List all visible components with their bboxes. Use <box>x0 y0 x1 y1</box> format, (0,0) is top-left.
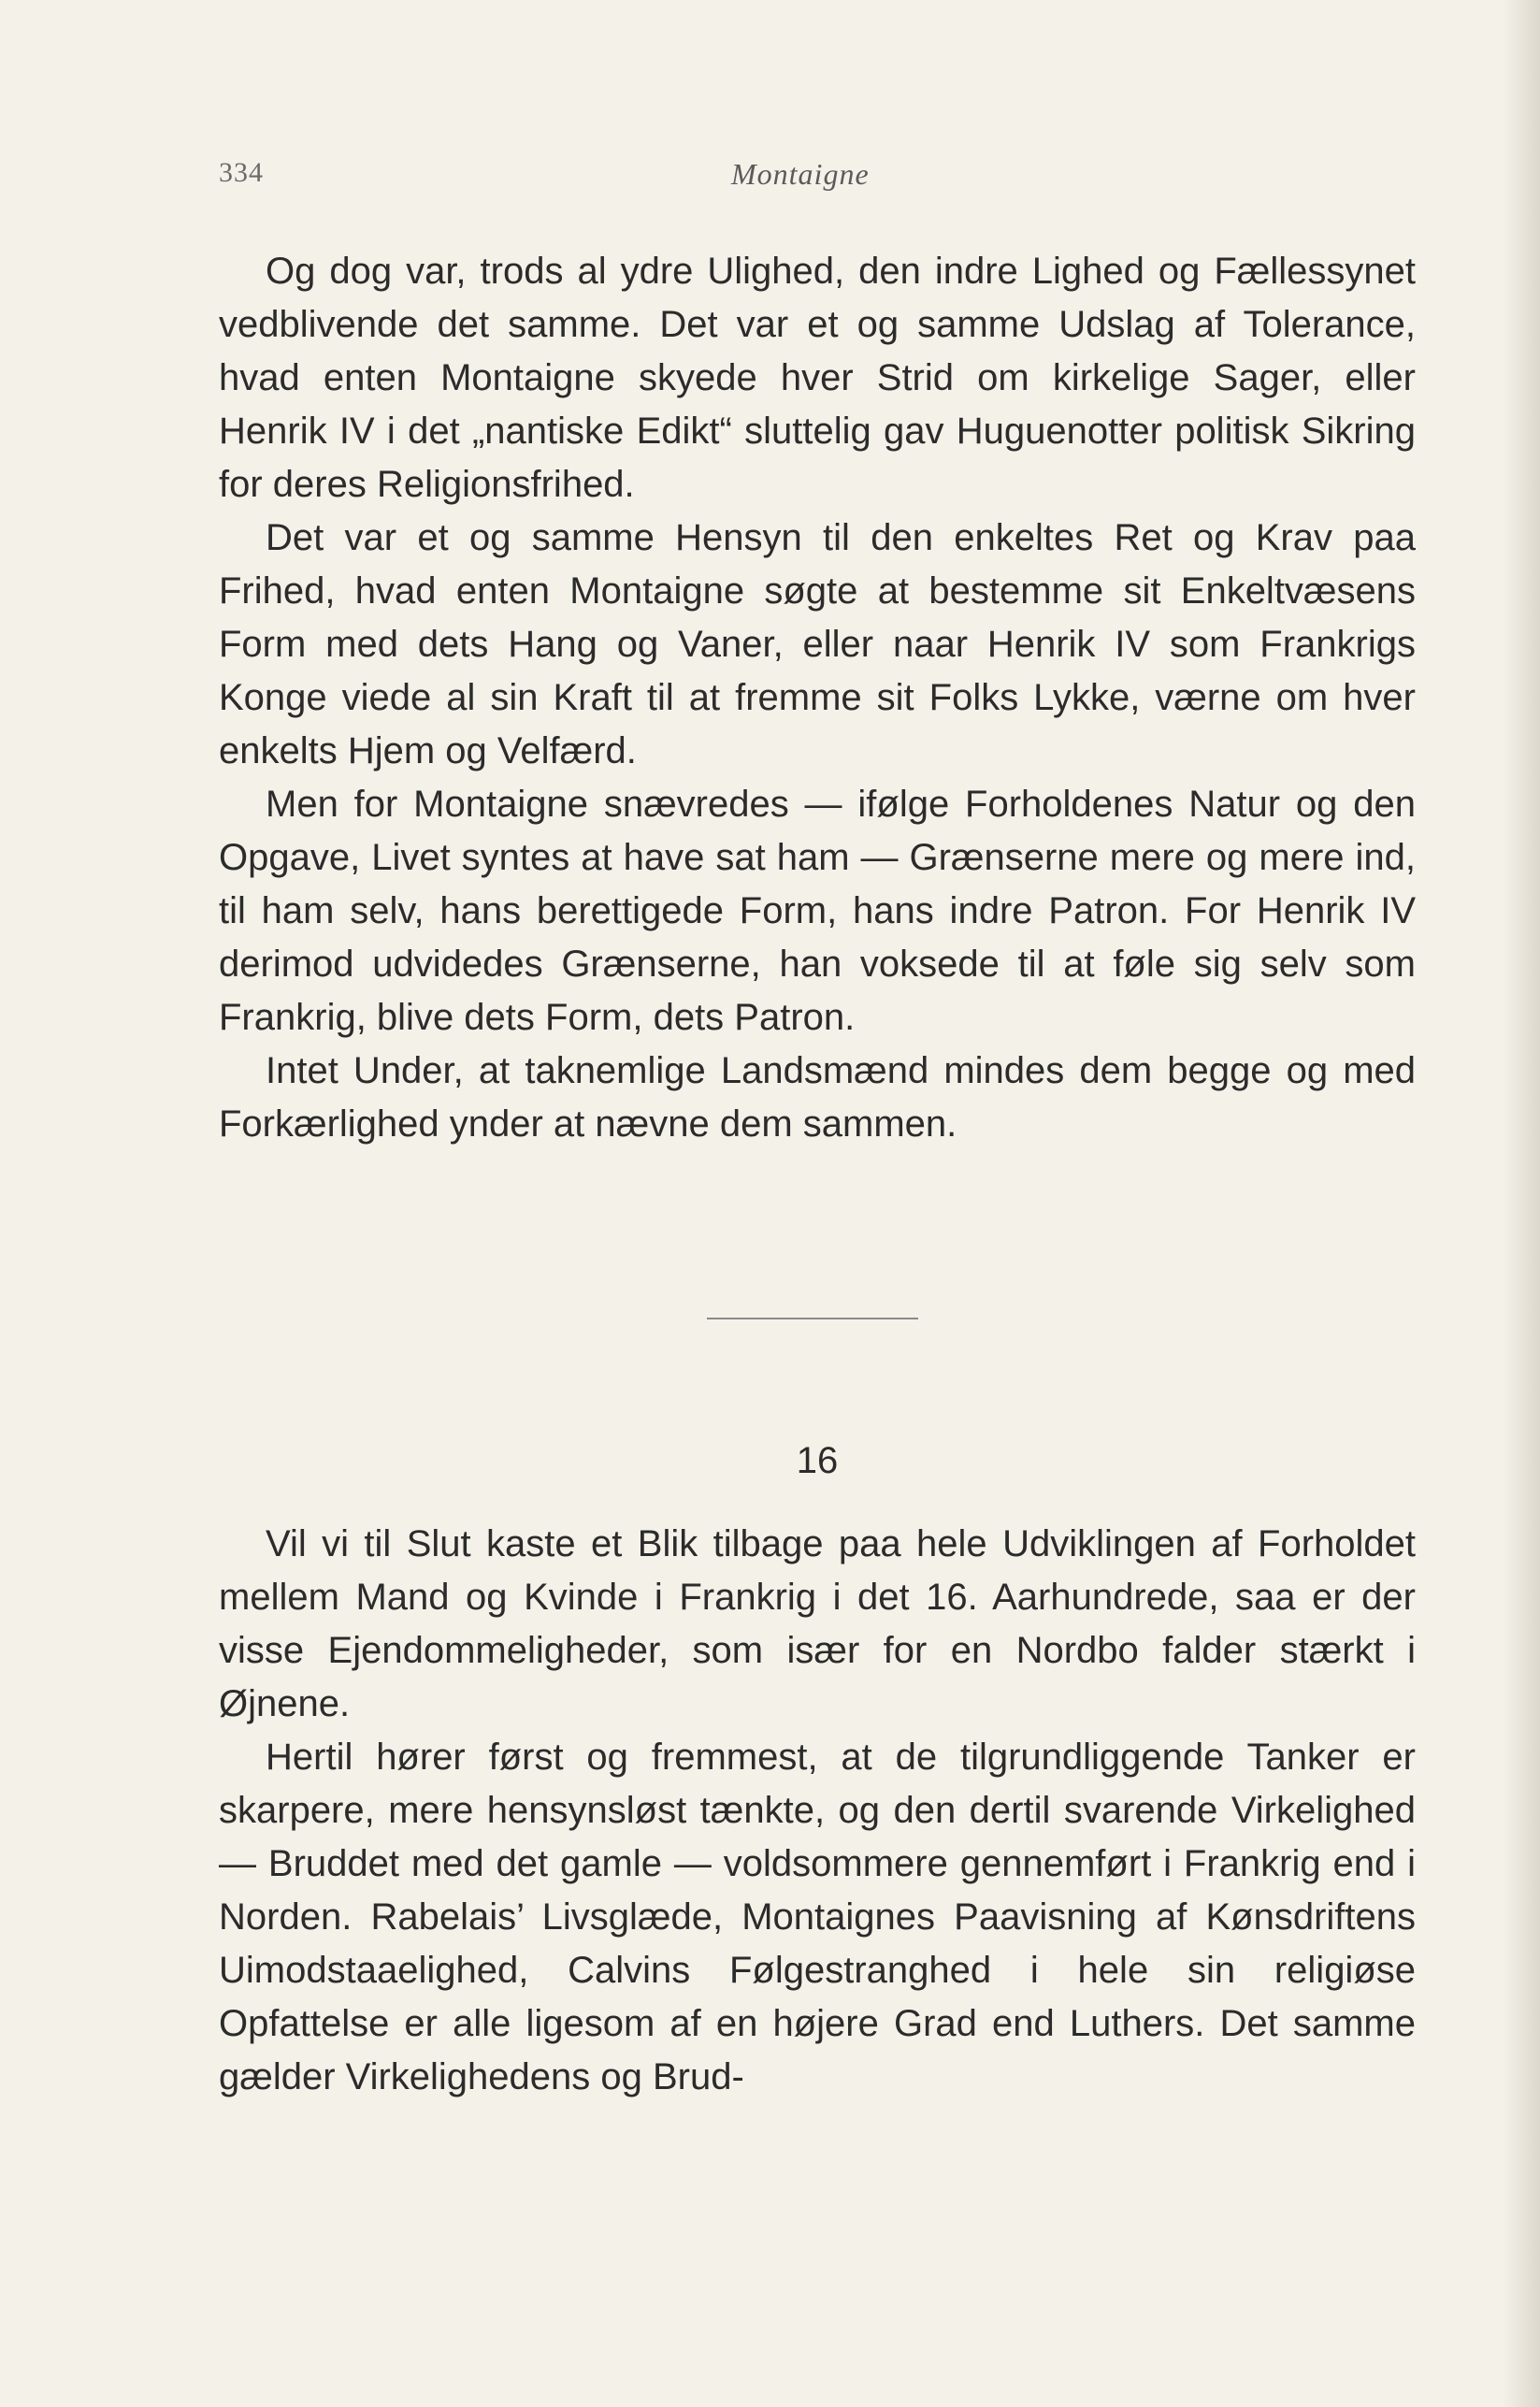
paragraph: Vil vi til Slut kaste et Blik tilbage paa hele Udviklingen af Forholdet mellem Mand og Kvinde i Frankrig i det 16. Aarhundrede, saa er der visse Ejendommeligheder, som især for en Nordbo falder stærkt i Øjnene. <box>219 1523 1416 1724</box>
section-number: 16 <box>796 1440 839 1481</box>
section-two-text <box>219 1518 1416 2104</box>
running-head <box>219 157 1416 195</box>
paragraph: Hertil hører først og fremmest, at de tilgrundliggende Tanker er skarpere, mere hensynsløst tænkte, og den dertil svarende Virkelighed — Bruddet med det gamle — voldsommere gennemført i Frankrig end i Norden. Rabelais’ Livsglæde, Montaignes Paavisning af Kønsdriftens Uimodstaaelighed, Calvins Følgestranghed i hele sin religiøse Opfattelse er alle ligesom af en højere Grad end Luthers. Det samme gælder Virkelighedens og Brud- <box>219 1737 1416 2097</box>
page-edge-shadow <box>1503 0 1540 2407</box>
running-title: Montaigne <box>731 157 870 191</box>
paragraph: Intet Under, at taknemlige Landsmænd mindes dem begge og med Forkærlighed ynder at nævne dem sammen. <box>219 1050 1416 1145</box>
section-one-text <box>219 245 1416 1151</box>
page-number: 334 <box>219 157 264 188</box>
section-divider <box>707 1318 918 1319</box>
paragraph: Og dog var, trods al ydre Ulighed, den indre Lighed og Fællessynet vedblivende det samme. Det var et og samme Udslag af Tolerance, hvad enten Montaigne skyede hver Strid om kirkelige Sager, eller Henrik IV i det „nantiske Edikt“ sluttelig gav Huguenotter politisk Sikring for deres Religionsfrihed. <box>219 251 1416 505</box>
paragraph: Men for Montaigne snævredes — ifølge Forholdenes Natur og den Opgave, Livet syntes at have sat ham — Grænserne mere og mere ind, til ham selv, hans berettigede Form, hans indre Patron. For Henrik IV derimod udvidedes Grænserne, han voksede til at føle sig selv som Frankrig, blive dets Form, dets Patron. <box>219 784 1416 1038</box>
paragraph: Det var et og samme Hensyn til den enkeltes Ret og Krav paa Frihed, hvad enten Montaigne søgte at bestemme sit Enkeltvæsens Form med dets Hang og Vaner, eller naar Henrik IV som Frankrigs Konge viede al sin Kraft til at fremme sit Folks Lykke, værne om hver enkelts Hjem og Velfærd. <box>219 517 1416 771</box>
